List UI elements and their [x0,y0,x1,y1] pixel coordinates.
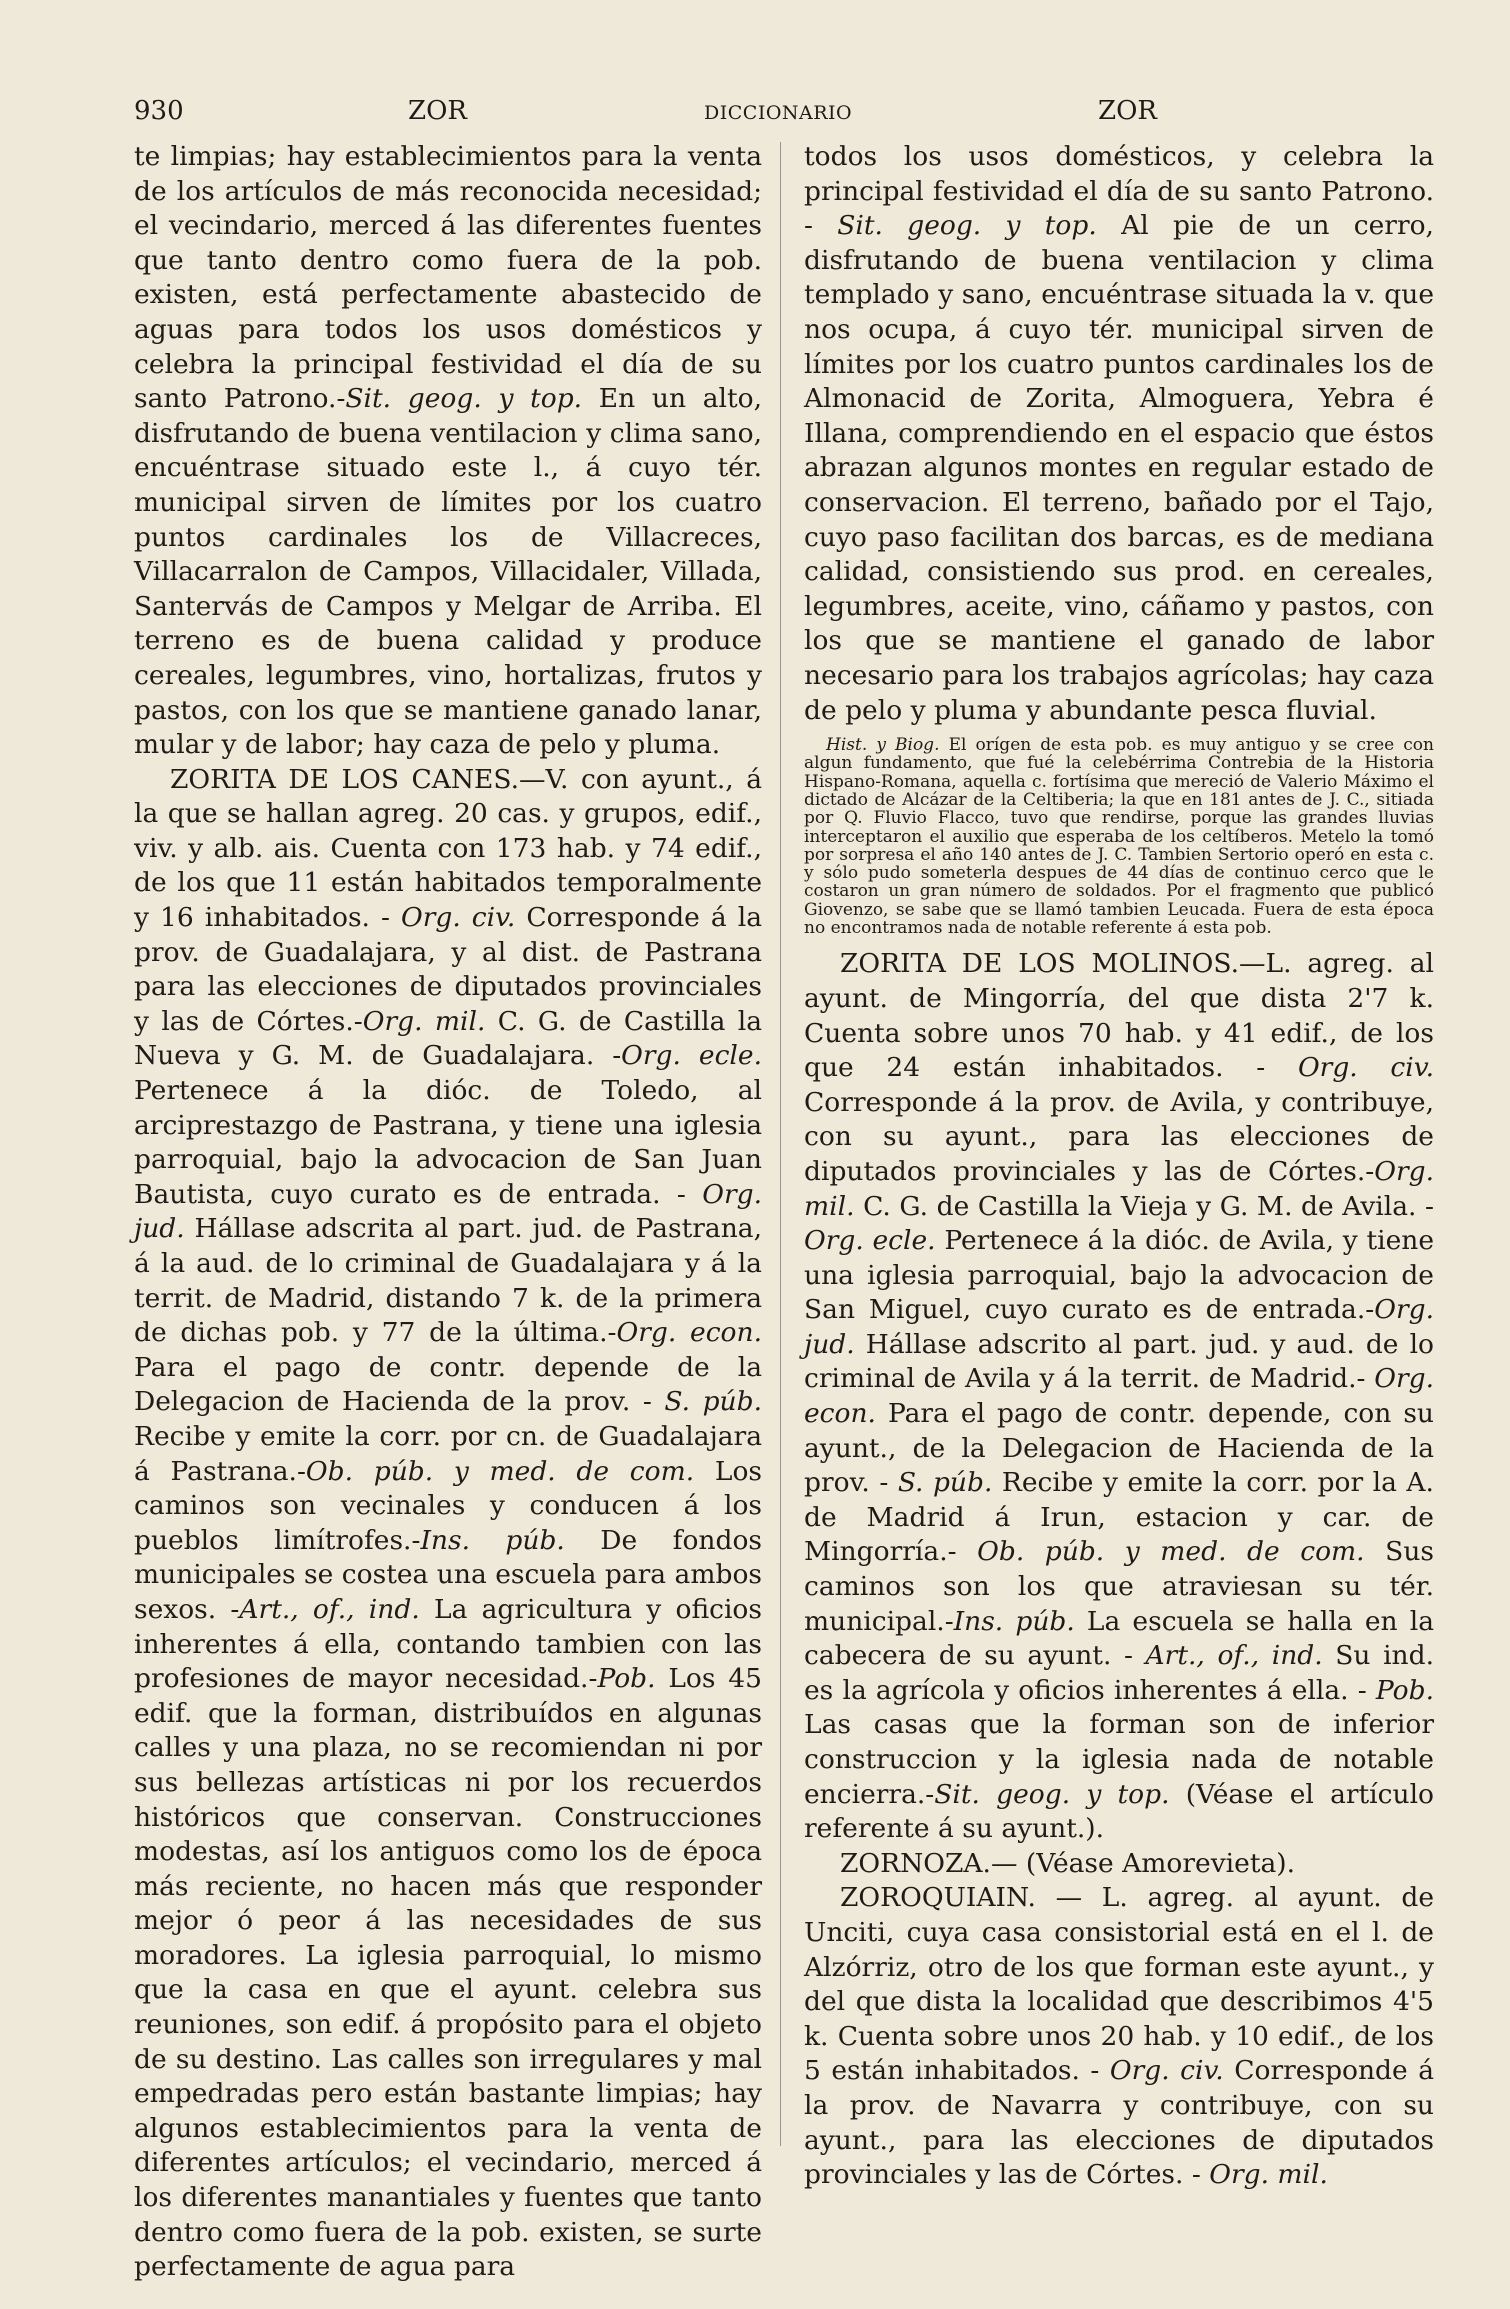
column-divider [780,142,781,2146]
page-number: 930 [134,96,184,126]
entry-zoroquiain: ZOROQUIAIN. — L. agreg. al ayunt. de Unciti, cuya casa consistorial está en el l. de Alzórriz, otro de los que forman este ayunt., y del que dista la localidad que describimos 4'5 k. Cuenta sobre unos 20 hab. y 10 edif., de los 5 están inhabitados. - Org. civ. Corresponde á la prov. de Navarra y contribuye, con su ayunt., para las elecciones de diputados provinciales y las de Córtes. - Org. mil. [804,1882,1434,2191]
page-header [134,96,1374,136]
history-note: Hist. y Biog. El orígen de esta pob. es muy antiguo y se cree con algun fundamento, que fué la celebérrima Contrebia de la Historia Hispano-Romana, aquella c. fortísima que mereció de Valerio Máximo el dictado de Alcázar de la Celtiberia; la que en 181 antes de J. C., sitiada por Q. Fluvio Flacco, tuvo que rendirse, porque las grandes lluvias interceptaron el auxilio que esperaba de los celtíberos. Metelo la tomó por sorpresa el año 140 antes de J. C. Tambien Sertorio operó en esta c. y sólo pudo someterla despues de 44 días de continuo cerco que le costaron un gran número de soldados. Por el fragmento que publicó Giovenzo, se sabe que se llamó tambien Leucada. Fuera de esta época no encontramos nada de notable referente á esta pob. [804,735,1434,939]
entry-paragraph: te limpias; hay establecimientos para la venta de los artículos de más reconocida necesidad; el vecindario, merced á las diferentes fuentes que tanto dentro como fuera de la pob. existen, está perfectamente abastecido de aguas para todos los usos domésticos y celebra la principal festividad el día de su santo Patrono.-Sit. geog. y top. En un alto, disfrutando de buena ventilacion y clima sano, encuéntrase situado este l., á cuyo tér. municipal sirven de límites por los cuatro puntos cardinales los de Villacreces, Villacarralon de Campos, Villacidaler, Villada, Santervás de Campos y Melgar de Arriba. El terreno es de buena calidad y produce cereales, legumbres, vino, hortalizas, frutos y pastos, con los que se mantiene ganado lanar, mular y de labor; hay caza de pelo y pluma. [134,141,762,761]
entry-zorita-de-los-molinos: ZORITA DE LOS MOLINOS.—L. agreg. al ayunt. de Mingorría, del que dista 2'7 k. Cuenta sobre unos 70 hab. y 41 edif., de los que 24 están inhabitados. - Org. civ. Corresponde á la prov. de Avila, y contribuye, con su ayunt., para las elecciones de diputados provinciales y las de Córtes.-Org. mil. C. G. de Castilla la Vieja y G. M. de Avila. - Org. ecle. Pertenece á la dióc. de Avila, y tiene una iglesia parroquial, bajo la advocacion de San Miguel, cuyo curato es de entrada.-Org. jud. Hállase adscrito al part. jud. y aud. de lo criminal de Avila y á la territ. de Madrid.- Org. econ. Para el pago de contr. depende, con su ayunt., de la Delegacion de Hacienda de la prov. - S. púb. Recibe y emite la corr. por la A. de Madrid á Irun, estacion y car. de Mingorría.- Ob. púb. y med. de com. Sus caminos son los que atraviesan su tér. municipal.-Ins. púb. La escuela se halla en la cabecera de su ayunt. - Art., of., ind. Su ind. es la agrícola y oficios inherentes á ella. - Pob. Las casas que la forman son de inferior construccion y la iglesia nada de notable encierra.-Sit. geog. y top. (Véase el artículo referente á su ayunt.). [804,948,1435,1845]
left-column [134,140,762,2285]
header-left-word: ZOR [408,96,467,126]
entry-zorita-de-los-canes: ZORITA DE LOS CANES.—V. con ayunt., á la que se hallan agreg. 20 cas. y grupos, edif., viv. y alb. ais. Cuenta con 173 hab. y 74 edif., de los que 11 están habitados temporalmente y 16 inhabitados. - Org. civ. Corresponde á la prov. de Guadalajara, y al dist. de Pastrana para las elecciones de diputados provinciales y las de Córtes.-Org. mil. C. G. de Castilla la Nueva y G. M. de Guadalajara. -Org. ecle. Pertenece á la dióc. de Toledo, al arciprestazgo de Pastrana, y tiene una iglesia parroquial, bajo la advocacion de San Juan Bautista, cuyo curato es de entrada. - Org. jud. Hállase adscrita al part. jud. de Pastrana, á la aud. de lo criminal de Guadalajara y á la territ. de Madrid, distando 7 k. de la primera de dichas pob. y 77 de la última.-Org. econ. Para el pago de contr. depende de la Delegacion de Hacienda de la prov. - S. púb. Recibe y emite la corr. por cn. de Guadalajara á Pastrana.-Ob. púb. y med. de com. Los caminos son vecinales y conducen á los pueblos limítrofes.-Ins. púb. De fondos municipales se costea una escuela para ambos sexos. -Art., of., ind. La agricultura y oficios inherentes á ella, contando tambien con las profesiones de mayor necesidad.-Pob. Los 45 edif. que la forman, distribuídos en algunas calles y una plaza, no se recomiendan ni por sus bellezas artísticas ni por los recuerdos históricos que conservan. Construcciones modestas, así los antiguos como los de época más reciente, no hacen más que responder mejor ó peor á las necesidades de sus moradores. La iglesia parroquial, lo mismo que la casa en que el ayunt. celebra sus reuniones, son edif. á propósito para el objeto de su destino. Las calles son irregulares y mal empedradas pero están bastante limpias; hay algunos establecimientos para la venta de diferentes artículos; el vecindario, merced á los diferentes manantiales y fuentes que tanto dentro como fuera de la pob. existen, se surte perfectamente de agua para [134,763,762,2283]
right-column [804,140,1434,2193]
header-right-word: ZOR [1098,96,1157,126]
header-title: DICCIONARIO [704,102,853,124]
entry-paragraph: todos los usos domésticos, y celebra la principal festividad el día de su santo Patrono. - Sit. geog. y top. Al pie de un cerro, disfrutando de buena ventilacion y clima templado y sano, encuéntrase situada la v. que nos ocupa, á cuyo tér. municipal sirven de límites por los cuatro puntos cardinales los de Almonacid de Zorita, Almoguera, Yebra é Illana, comprendiendo en el espacio que éstos abrazan algunos montes en regular estado de conservacion. El terreno, bañado por el Tajo, cuyo paso facilitan dos barcas, es de mediana calidad, consistiendo sus prod. en cereales, legumbres, aceite, vino, cáñamo y pastos, con los que se mantiene el ganado de labor necesario para los trabajos agrícolas; hay caza de pelo y pluma y abundante pesca fluvial. [804,141,1434,726]
entry-zornoza: ZORNOZA.— (Véase Amorevieta). [840,1847,1296,1879]
